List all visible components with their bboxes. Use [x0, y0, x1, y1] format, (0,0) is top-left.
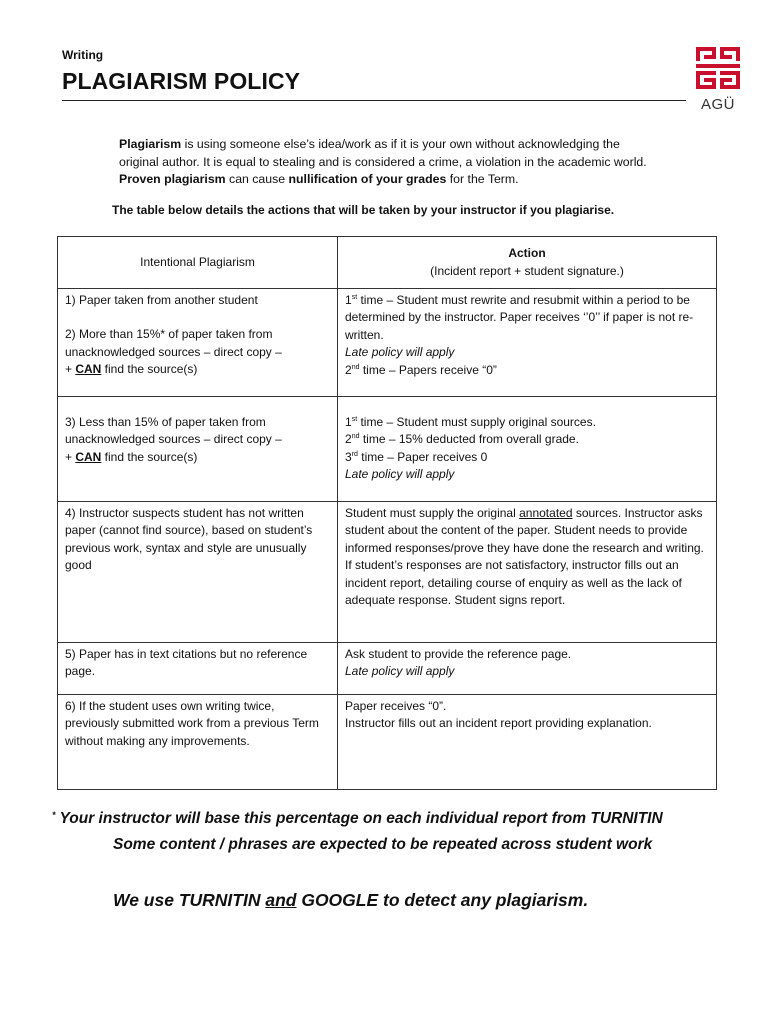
policy-table	[57, 236, 717, 790]
page-title: PLAGIARISM POLICY	[62, 68, 301, 94]
row-2-r2-sup: nd	[351, 433, 360, 441]
row-3-r1-pre: Student must supply the original	[345, 506, 520, 520]
row-1-r1-sup: st	[351, 294, 358, 301]
row-1-r3-num: 2	[345, 362, 352, 377]
row-4-offence	[58, 643, 338, 695]
row-1-left-l2: 2) More than 15%* of paper taken from unacknowledged sources – direct copy –	[65, 327, 282, 359]
row-5-left-l1: 6) If the student uses own writing twice, previously submitted work from a previous Term without making any improvements.	[65, 699, 319, 748]
row-2-r1-num: 1	[345, 415, 352, 429]
row-2-left-can: CAN	[75, 449, 102, 464]
row-1-r3-sup: nd	[351, 363, 360, 371]
header-action	[338, 237, 717, 289]
row-4-left-l1: 5) Paper has in text citations but no reference page.	[65, 647, 308, 679]
row-2-r4: Late policy will apply	[345, 467, 455, 482]
row-2-left-l2-post: find the source(s)	[101, 449, 198, 464]
row-5-offence	[58, 695, 338, 790]
footnote-line-2: Some content / phrases are expected to be repeated across student work	[113, 836, 653, 853]
row-3-left-l1: 4) Instructor suspects student has not written paper (cannot find source), based on student’s previous work, syntax and style are unusually good	[65, 506, 313, 573]
intro-paragraph	[119, 136, 649, 189]
footnote-line-1: Your instructor will base this percentage on each individual report from TURNITIN	[59, 810, 663, 827]
table-header-row	[58, 237, 717, 289]
title-rule	[62, 100, 686, 101]
table-note: The table below details the actions that will be taken by your instructor if you plagiarise.	[112, 203, 615, 217]
row-2-r1-sup: st	[351, 416, 358, 423]
intro-term: Plagiarism	[119, 137, 182, 151]
detection-post: GOOGLE to detect any plagiarism.	[296, 890, 589, 910]
row-1-r1-num: 1	[345, 293, 352, 307]
header-action-title: Action	[508, 246, 546, 261]
header-intentional-plagiarism: Intentional Plagiarism	[58, 237, 338, 289]
row-3-r1-post: sources. Instructor asks student about the content of the paper. Student needs to provide informed responses/prove they have done the research and writing. If student’s responses are not satisfactory, instructor fills out an incident report, detailing course of enquiry as well as the lack of adequate response. Student signs report.	[345, 506, 704, 608]
row-1-left-l3-post: find the source(s)	[101, 362, 198, 377]
intro-text-3: for the Term.	[446, 172, 519, 186]
row-2-r3-sup: rd	[351, 450, 358, 458]
row-3-r1-annotated: annotated	[519, 506, 573, 520]
row-1-action	[338, 289, 717, 397]
row-1-r3-text: time – Papers receive “0”	[359, 362, 497, 377]
row-5-action	[338, 695, 717, 790]
row-2-left-l1: 3) Less than 15% of paper taken from unacknowledged sources – direct copy –	[65, 415, 282, 447]
row-3-offence	[58, 502, 338, 643]
agu-logo	[694, 45, 742, 113]
intro-nullification: nullification of your grades	[288, 172, 447, 186]
row-5-r2: Instructor fills out an incident report providing explanation.	[345, 716, 652, 731]
detection-statement	[113, 890, 588, 911]
row-2-r3-num: 3	[345, 449, 352, 464]
table-row	[58, 643, 717, 695]
table-row	[58, 502, 717, 643]
row-2-r3-text: time – Paper receives 0	[357, 449, 488, 464]
row-5-r1: Paper receives “0”.	[345, 699, 447, 713]
intro-text-1: is using someone else’s idea/work as if it is your own without acknowledging the original author. It is equal to stealing and is considered a crime, a violation in the academic world.	[119, 137, 647, 169]
row-2-action	[338, 397, 717, 502]
row-2-r2-text: time – 15% deducted from overall grade.	[359, 432, 579, 447]
detection-and: and	[265, 890, 297, 910]
row-1-left-l1: 1) Paper taken from another student	[65, 293, 258, 307]
row-4-action	[338, 643, 717, 695]
header-action-sub: (Incident report + student signature.)	[430, 263, 624, 278]
logo-text: AGÜ	[700, 96, 735, 113]
row-1-left-l3-pre: +	[65, 362, 76, 377]
row-1-left-can: CAN	[75, 362, 102, 377]
row-2-offence	[58, 397, 338, 502]
agu-logo-icon	[694, 45, 742, 91]
row-1-r2: Late policy will apply	[345, 345, 455, 360]
row-3-action	[338, 502, 717, 643]
row-2-r1-text: time – Student must supply original sources.	[357, 415, 596, 429]
row-2-r2-num: 2	[345, 432, 352, 447]
row-1-r1-text: time – Student must rewrite and resubmit within a period to be determined by the instructor. Paper receives ‘’0’’ if paper is not re-written.	[345, 293, 694, 342]
footnote-star: *	[52, 810, 56, 820]
intro-proven: Proven plagiarism	[119, 172, 226, 186]
footnote-percentage	[52, 810, 663, 828]
section-kicker: Writing	[62, 48, 104, 62]
detection-pre: We use TURNITIN	[113, 890, 266, 910]
row-4-r1: Ask student to provide the reference page.	[345, 647, 572, 661]
row-4-r2: Late policy will apply	[345, 664, 455, 679]
table-row	[58, 397, 717, 502]
intro-text-2: can cause	[225, 172, 289, 186]
row-1-offence	[58, 289, 338, 397]
table-row	[58, 289, 717, 397]
row-2-left-l2-pre: +	[65, 449, 76, 464]
table-row	[58, 695, 717, 790]
